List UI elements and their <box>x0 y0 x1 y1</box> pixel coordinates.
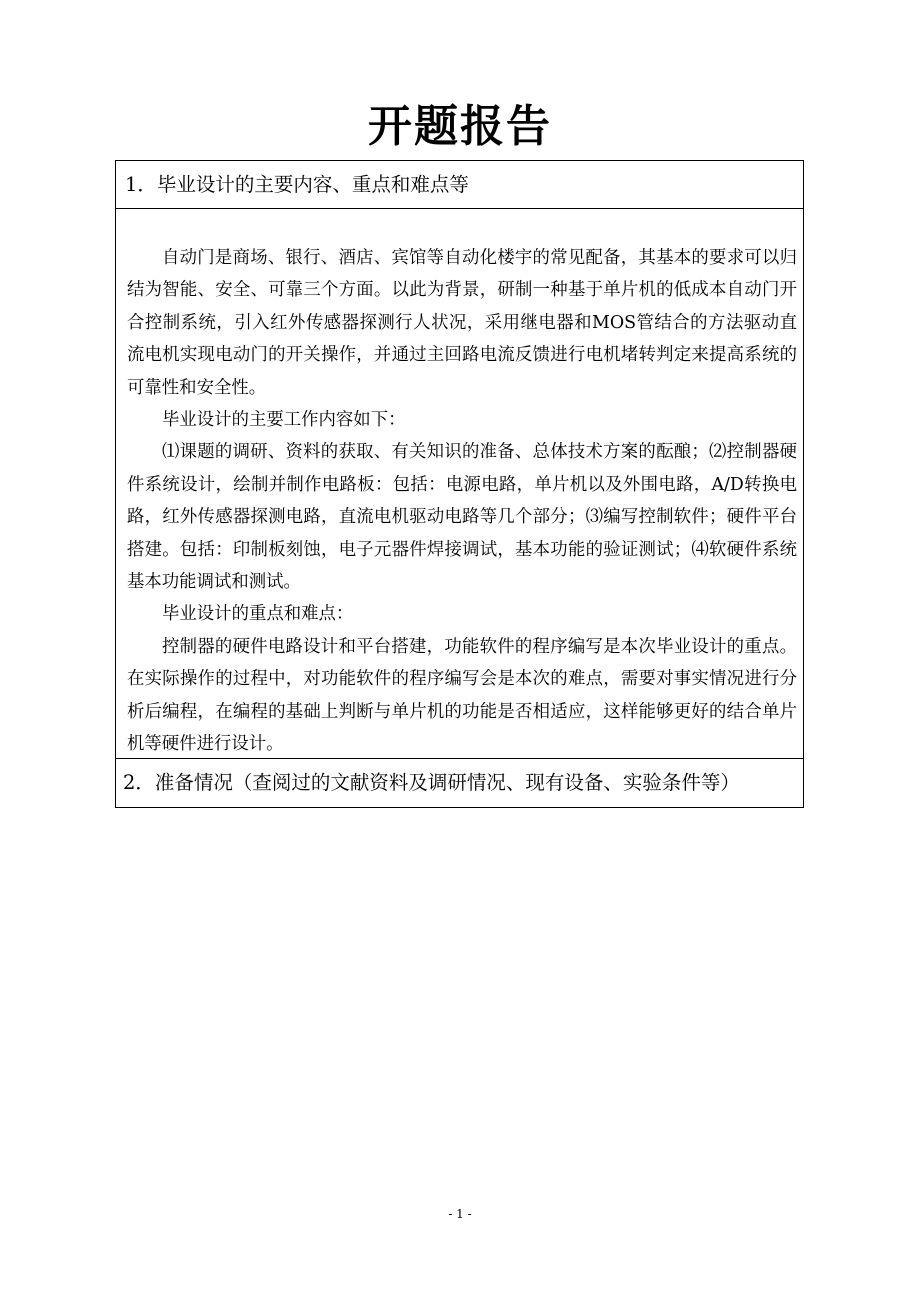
section-1-body <box>116 242 803 761</box>
page-number: - 1 - <box>448 1207 472 1221</box>
paragraph-work-items: ⑴课题的调研、资料的获取、有关知识的准备、总体技术方案的酝酿；⑵控制器硬件系统设计，绘制并制作电路板：包括：电源电路，单片机以及外围电路，A/D转换电路，红外传感器探测电路，直流电机驱动电路等几个部分；⑶编写控制软件；硬件平台搭建。包括：印制板刻蚀，电子元器件焊接调试，基本功能的验证测试；⑷软硬件系统基本功能调试和测试。 <box>127 442 797 593</box>
document-title: 开题报告 <box>368 101 552 152</box>
paragraph-key-points-intro: 毕业设计的重点和难点： <box>162 604 354 625</box>
section-2-heading: 2．准备情况（查阅过的文献资料及调研情况、现有设备、实验条件等） <box>116 758 803 807</box>
section-1-heading: 1．毕业设计的主要内容、重点和难点等 <box>116 161 803 209</box>
paragraph-key-points: 控制器的硬件电路设计和平台搭建，功能软件的程序编写是本次毕业设计的重点。在实际操作的过程中，对功能软件的程序编写会是本次的难点，需要对事实情况进行分析后编程，在编程的基础上判断与单片机的功能是否相适应，这样能够更好的结合单片机等硬件进行设计。 <box>127 636 797 755</box>
report-table <box>115 160 804 808</box>
paragraph-work-intro: 毕业设计的主要工作内容如下： <box>162 410 406 431</box>
paragraph-background: 自动门是商场、银行、酒店、宾馆等自动化楼宇的常见配备，其基本的要求可以归结为智能、安全、可靠三个方面。以此为背景，研制一种基于单片机的低成本自动门开合控制系统，引入红外传感器探测行人状况，采用继电器和MOS管结合的方法驱动直流电机实现电动门的开关操作，并通过主回路电流反馈进行电机堵转判定来提高系统的可靠性和安全性。 <box>127 248 797 398</box>
